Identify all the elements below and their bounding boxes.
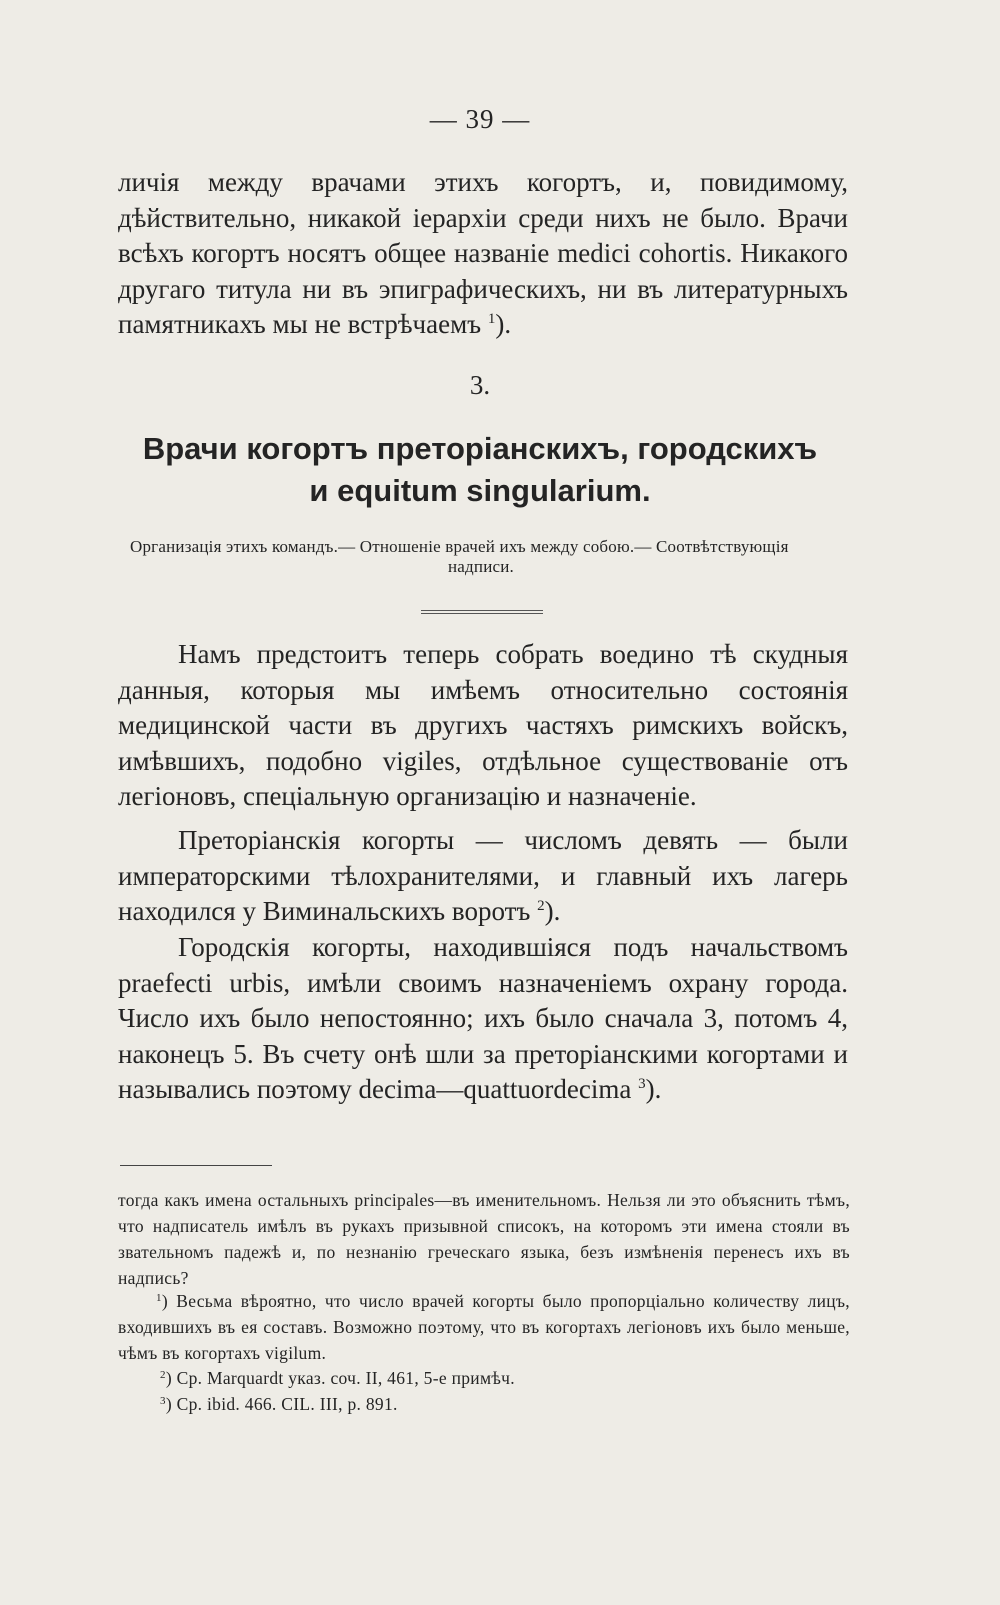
section-number: 3. <box>469 370 491 400</box>
summary-line-1: Организація этихъ командъ.— Отношеніе врачей ихъ между собою.— Соотвѣтствующія <box>130 537 789 556</box>
paragraph-text: Преторіанскія когорты — числомъ девять — были императорскими тѣлохранителями, и главный ихъ лагерь находился у Виминальскихъ воротъ <box>118 825 848 927</box>
punctuation: . <box>504 309 512 340</box>
footnote-mark: 3 <box>160 1395 166 1407</box>
footnote-3: $^3$) Ср. ibid. 466. CIL. III, p. 891. <box>160 1394 398 1414</box>
paragraph: Намъ предстоитъ теперь собрать воедино тѣ скудныя данныя, которыя мы имѣемъ относительно состоянія медицинской части въ другихъ частяхъ римскихъ войскъ, имѣвшихъ, подобно vigiles, отдѣльное существованіе отъ легіоновъ, спеціальную организацію и назначеніе. <box>118 639 848 812</box>
footnote-1: $^1$) Весьма вѣроятно, что число врачей когорты было пропорціально количеству лицъ, входившихъ въ ея составъ. Возможно поэтому, что въ когортахъ легіоновъ ихъ было меньше, чѣмъ въ когортахъ vigilum. <box>118 1291 850 1363</box>
section-title-line-1: Врачи когортъ преторіанскихъ, городскихъ <box>142 431 818 466</box>
paragraph: Городскія когорты, находившіяся подъ начальствомъ praefecti urbis, имѣли своимъ назначеніемъ охрану города. Число ихъ было непостоянно; ихъ было сначала 3, потомъ 4, наконецъ 5. Въ счету онѣ шли за преторіанскими когортами и назывались поэтому decima—quattuordecima $^3$). <box>118 932 848 1105</box>
summary-line-2: надписи. <box>448 557 514 576</box>
footnote-divider <box>120 1165 272 1166</box>
footnote-text: Ср. ibid. 466. CIL. III, p. 891. <box>176 1394 398 1414</box>
paragraph-text: личія между врачами этихъ когортъ, и, повидимому, дѣйствительно, никакой іерархіи среди нихъ не было. Врачи всѣхъ когортъ носятъ общее названіе medici cohortis. Никакого другаго титула ни въ эпиграфическихъ, ни въ литературныхъ памятникахъ мы не встрѣчаемъ <box>118 167 848 340</box>
punctuation: . <box>553 896 561 927</box>
footnote-continuation: тогда какъ имена остальныхъ principales—въ именительномъ. Нельзя ли это объяснить тѣмъ, что надписатель имѣлъ въ рукахъ призывной списокъ, на которомъ эти имена стояли въ звательномъ падежѣ и, по незнанію греческаго языка, безъ измѣненія перенесъ ихъ въ надпись? <box>118 1190 850 1288</box>
section-summary <box>130 537 845 577</box>
footnote-text: Ср. Marquardt указ. соч. II, 461, 5-е примѣч. <box>176 1368 515 1388</box>
footnote-ref: 2 <box>537 898 545 915</box>
footnote-2: $^2$) Ср. Marquardt указ. соч. II, 461, 5-е примѣч. <box>160 1368 515 1388</box>
punctuation: . <box>654 1074 662 1105</box>
section-title-line-2: и equitum singularium. <box>309 473 651 508</box>
section-divider <box>421 610 543 614</box>
page-number: — 39 — <box>429 104 531 134</box>
section-title <box>100 428 860 512</box>
paragraph: Преторіанскія когорты — числомъ девять — были императорскими тѣлохранителями, и главный ихъ лагерь находился у Виминальскихъ воротъ $^2$). <box>118 825 848 927</box>
paragraph-continuation: личія между врачами этихъ когортъ, и, повидимому, дѣйствительно, никакой іерархіи среди нихъ не было. Врачи всѣхъ когортъ носятъ общее названіе medici cohortis. Никакого другаго титула ни въ эпиграфическихъ, ни въ литературныхъ памятникахъ мы не встрѣчаемъ $^1$). <box>118 167 848 340</box>
footnote-mark: 1 <box>156 1292 162 1304</box>
footnote-ref: 1 <box>487 311 496 328</box>
footnote-text: Весьма вѣроятно, что число врачей когорты было пропорціально количеству лицъ, входившихъ въ ея составъ. Возможно поэтому, что въ когортахъ легіоновъ ихъ было меньше, чѣмъ въ когортахъ vigilum. <box>118 1291 850 1363</box>
footnote-mark: 2 <box>160 1369 166 1381</box>
footnote-ref: 3 <box>638 1076 646 1093</box>
paragraph-text: Городскія когорты, находившіяся подъ начальствомъ praefecti urbis, имѣли своимъ назначеніемъ охрану города. Число ихъ было непостоянно; ихъ было сначала 3, потомъ 4, наконецъ 5. Въ счету онѣ шли за преторіанскими когортами и назывались поэтому decima—quattuordecima <box>118 932 848 1105</box>
